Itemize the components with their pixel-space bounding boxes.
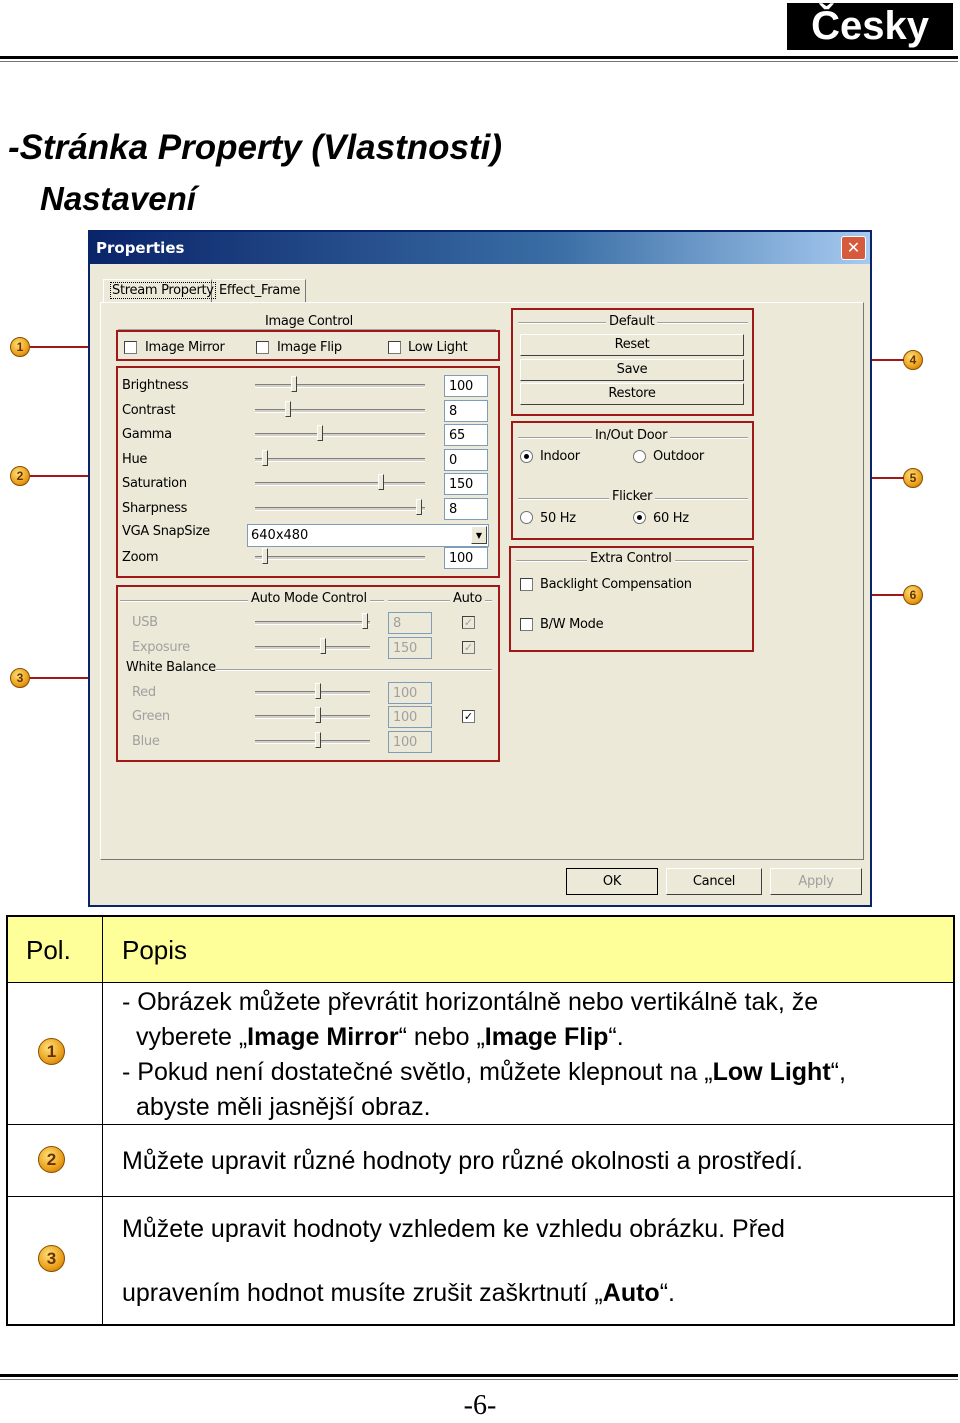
bw-mode-label: B/W Mode: [540, 617, 604, 632]
row-1-marker: 1: [38, 1038, 65, 1065]
exposure-auto-checkbox[interactable]: [462, 641, 475, 654]
blue-slider-track[interactable]: [255, 740, 370, 744]
header-desc: Popis: [122, 935, 188, 965]
image-mirror-label: Image Mirror: [145, 340, 225, 355]
check-icon: ✓: [463, 641, 474, 654]
white-balance-label: White Balance: [126, 660, 219, 675]
red-label: Red: [132, 685, 156, 700]
check-icon: ✓: [463, 616, 474, 629]
usb-slider-track[interactable]: [255, 621, 370, 625]
green-slider-thumb[interactable]: [315, 707, 321, 723]
sharpness-value[interactable]: 8: [444, 498, 488, 520]
sharpness-slider-thumb[interactable]: [416, 499, 422, 515]
hue-label: Hue: [122, 451, 148, 467]
sharpness-slider-track[interactable]: [255, 507, 425, 511]
column-divider: [102, 917, 103, 1324]
bottom-rule: [0, 1374, 958, 1377]
gamma-slider-thumb[interactable]: [317, 425, 323, 441]
saturation-label: Saturation: [122, 476, 187, 491]
outdoor-radio[interactable]: [633, 450, 646, 463]
white-balance-groupline: [216, 669, 492, 671]
image-mirror-checkbox[interactable]: [124, 341, 137, 354]
outdoor-label: Outdoor: [653, 449, 704, 464]
bw-mode-checkbox[interactable]: [520, 618, 533, 631]
zoom-label: Zoom: [122, 550, 159, 565]
row-1-line-4: abyste měli jasnější obraz.: [136, 1093, 431, 1121]
row-1-line-3: - Pokud není dostatečné světlo, můžete klepnout na „Low Light“,: [122, 1058, 846, 1086]
gamma-slider-track[interactable]: [255, 433, 425, 437]
backlight-label: Backlight Compensation: [540, 577, 692, 592]
close-icon: ✕: [846, 238, 861, 257]
red-slider-thumb[interactable]: [315, 683, 321, 699]
header-pos: Pol.: [26, 935, 71, 965]
restore-button[interactable]: Restore: [520, 383, 744, 405]
row-3-line-1: Můžete upravit hodnoty vzhledem ke vzhledu obrázku. Před: [122, 1215, 785, 1243]
sharpness-label: Sharpness: [122, 500, 188, 516]
row-divider-1: [8, 1124, 953, 1125]
auto-column-label: Auto: [450, 591, 485, 606]
contrast-label: Contrast: [122, 402, 176, 418]
cancel-button[interactable]: Cancel: [666, 868, 762, 895]
row-3-line-2: upravením hodnot musíte zrušit zaškrtnutí „Auto“.: [122, 1279, 675, 1307]
check-icon: ✓: [463, 710, 474, 723]
white-balance-auto-checkbox[interactable]: [462, 710, 475, 723]
image-flip-checkbox[interactable]: [256, 341, 269, 354]
exposure-slider-thumb[interactable]: [320, 638, 326, 654]
saturation-slider-thumb[interactable]: [378, 474, 384, 490]
marker-6: 6: [903, 585, 923, 605]
vga-snapsize-select[interactable]: 640x480 ▼: [247, 524, 489, 547]
gamma-value[interactable]: 65: [444, 424, 488, 446]
indoor-label: Indoor: [540, 449, 580, 464]
gamma-label: Gamma: [122, 427, 172, 442]
save-button[interactable]: Save: [520, 359, 744, 381]
blue-value[interactable]: 100: [388, 731, 432, 753]
description-table: [6, 915, 955, 1326]
low-light-label: Low Light: [408, 340, 468, 355]
contrast-value[interactable]: 8: [444, 400, 488, 422]
row-3-marker: 3: [38, 1245, 65, 1272]
usb-value[interactable]: 8: [388, 612, 432, 634]
saturation-slider-track[interactable]: [255, 482, 425, 486]
blue-slider-thumb[interactable]: [315, 732, 321, 748]
marker-3: 3: [10, 668, 30, 688]
backlight-checkbox[interactable]: [520, 578, 533, 591]
hue-slider-thumb[interactable]: [262, 450, 268, 466]
brightness-slider-track[interactable]: [255, 384, 425, 388]
properties-dialog: [88, 230, 872, 907]
bottom-rule-thin: [0, 1379, 958, 1380]
reset-button[interactable]: Reset: [520, 334, 744, 356]
image-control-label: Image Control: [262, 314, 356, 329]
usb-slider-thumb[interactable]: [362, 613, 368, 629]
green-label: Green: [132, 709, 170, 724]
marker-5: 5: [903, 468, 923, 488]
contrast-slider-track[interactable]: [255, 409, 425, 413]
zoom-value[interactable]: 100: [444, 547, 488, 569]
row-1-line-1: - Obrázek můžete převrátit horizontálně nebo vertikálně tak, že: [122, 988, 819, 1016]
marker-4: 4: [903, 350, 923, 370]
chevron-down-icon[interactable]: ▼: [471, 526, 487, 544]
zoom-slider-thumb[interactable]: [262, 548, 268, 564]
page-title: -Stránka Property (Vlastnosti): [8, 128, 502, 167]
hue-value[interactable]: 0: [444, 449, 488, 471]
dialog-title: Properties: [96, 239, 185, 257]
tab-effect-frame[interactable]: Effect_Frame: [213, 279, 306, 303]
page-number: -6-: [463, 1390, 497, 1421]
image-flip-label: Image Flip: [277, 340, 342, 355]
section-subtitle: Nastavení: [40, 180, 196, 217]
exposure-value[interactable]: 150: [388, 637, 432, 659]
exposure-slider-track[interactable]: [255, 646, 370, 650]
60hz-radio[interactable]: [633, 511, 646, 524]
exposure-label: Exposure: [132, 640, 190, 655]
green-value[interactable]: 100: [388, 706, 432, 728]
row-1-line-2: vyberete „Image Mirror“ nebo „Image Flip“.: [136, 1023, 624, 1051]
row-divider-2: [8, 1196, 953, 1197]
dialog-titlebar[interactable]: [90, 232, 870, 264]
50hz-label: 50 Hz: [540, 511, 576, 526]
hue-slider-track[interactable]: [255, 458, 425, 462]
marker-2: 2: [10, 466, 30, 486]
marker-1: 1: [10, 337, 30, 357]
brightness-slider-thumb[interactable]: [291, 376, 297, 392]
row-2-marker: 2: [38, 1146, 65, 1173]
green-slider-track[interactable]: [255, 715, 370, 719]
low-light-checkbox[interactable]: [388, 341, 401, 354]
apply-button[interactable]: Apply: [770, 868, 862, 895]
usb-auto-checkbox[interactable]: [462, 616, 475, 629]
default-label: Default: [606, 314, 657, 329]
brightness-label: Brightness: [122, 378, 189, 393]
red-value[interactable]: 100: [388, 682, 432, 704]
blue-label: Blue: [132, 734, 160, 749]
top-rule-thin: [0, 61, 958, 62]
contrast-slider-thumb[interactable]: [285, 401, 291, 417]
brightness-value[interactable]: 100: [444, 375, 488, 397]
saturation-value[interactable]: 150: [444, 473, 488, 495]
ok-button[interactable]: OK: [566, 868, 658, 895]
usb-label: USB: [132, 615, 158, 630]
flicker-label: Flicker: [609, 489, 655, 504]
extra-control-label: Extra Control: [587, 551, 675, 566]
auto-mode-label: Auto Mode Control: [248, 591, 370, 606]
tab-stream-property[interactable]: Stream Property: [103, 279, 212, 303]
50hz-radio[interactable]: [520, 511, 533, 524]
language-badge: Česky: [787, 3, 953, 50]
vga-snapsize-label: VGA SnapSize: [122, 524, 210, 539]
red-slider-track[interactable]: [255, 691, 370, 695]
60hz-label: 60 Hz: [653, 511, 689, 526]
indoor-radio[interactable]: [520, 450, 533, 463]
top-rule: [0, 56, 958, 59]
close-button[interactable]: [841, 236, 866, 260]
zoom-slider-track[interactable]: [255, 556, 425, 560]
inout-label: In/Out Door: [592, 428, 670, 443]
row-2-text: Můžete upravit různé hodnoty pro různé okolnosti a prostředí.: [122, 1147, 803, 1175]
